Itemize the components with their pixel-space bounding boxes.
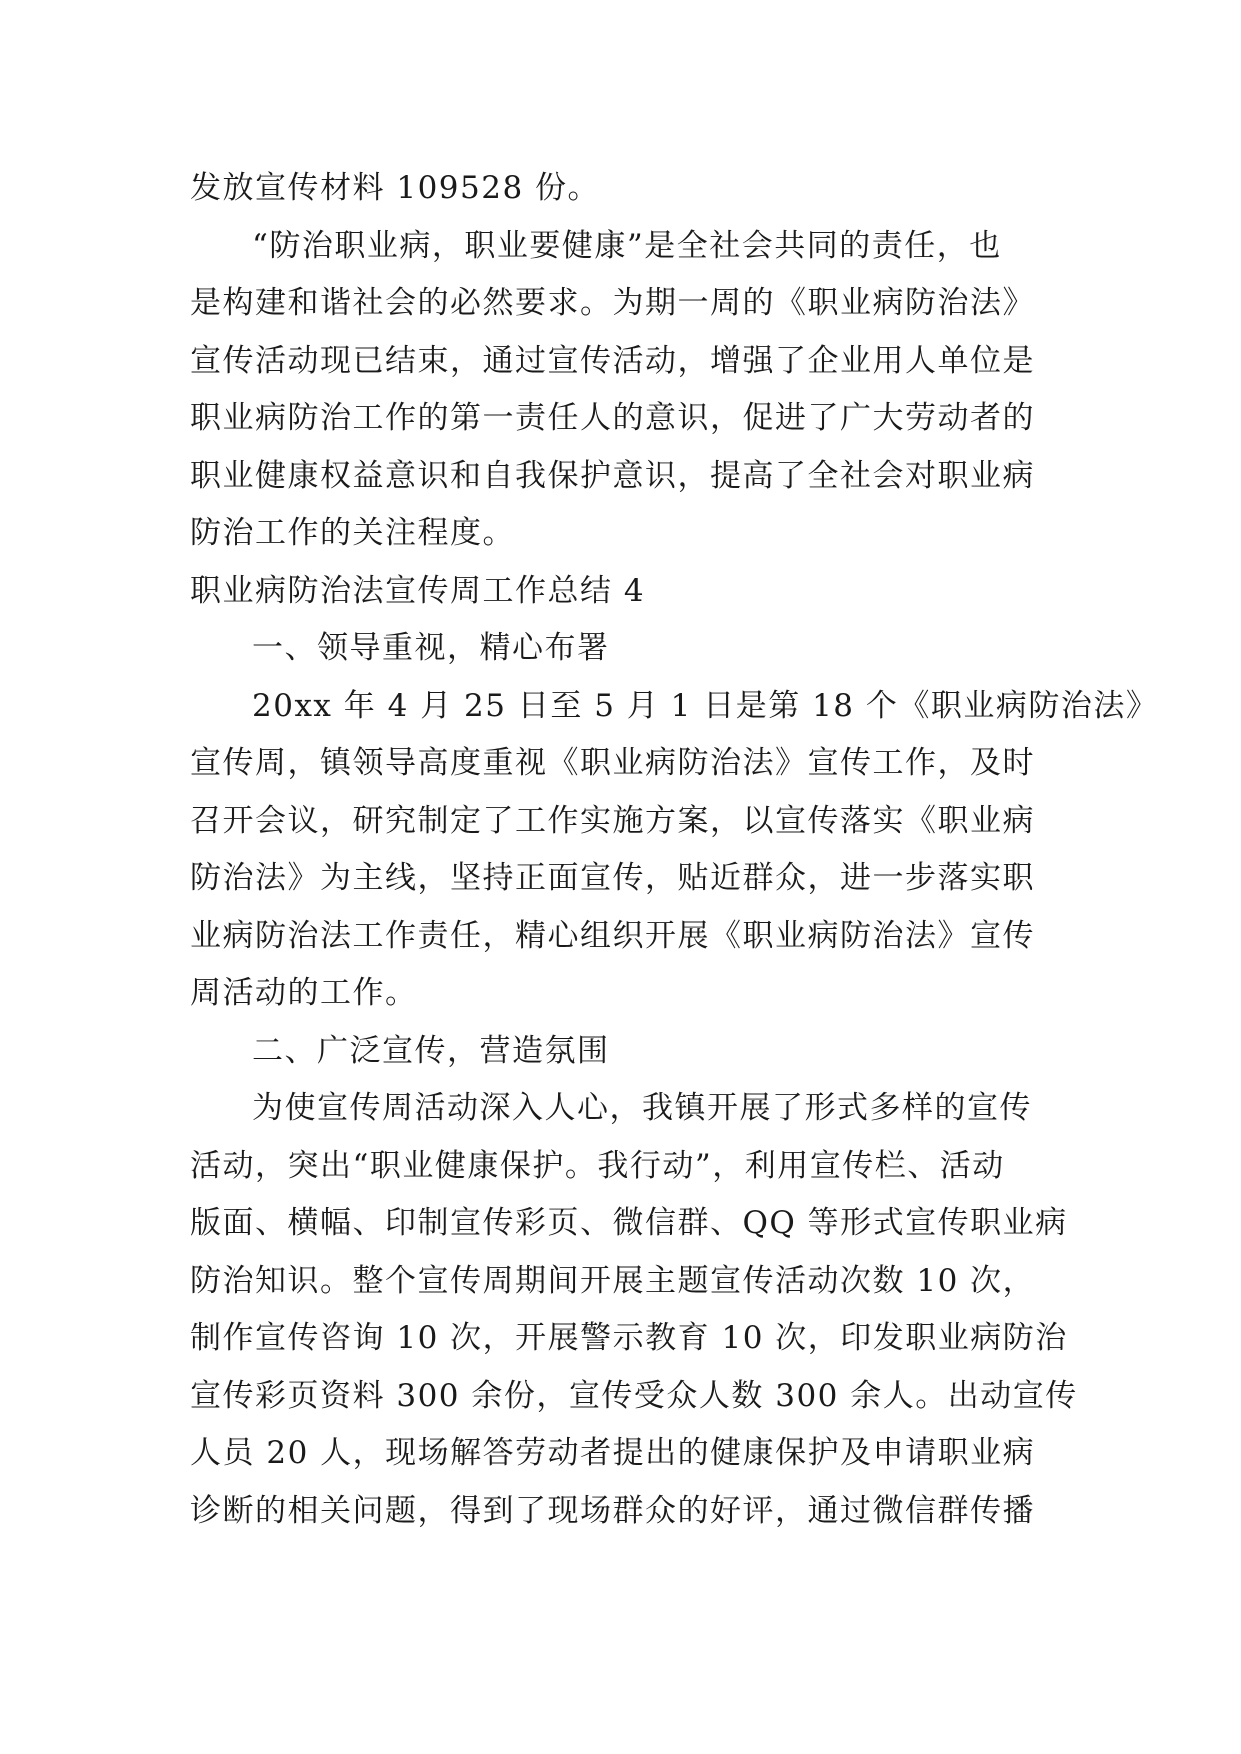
text-line: 活动，突出“职业健康保护。我行动”，利用宣传栏、活动 <box>190 1147 1005 1184</box>
text-line: 版面、横幅、印制宣传彩页、微信群、QQ 等形式宣传职业病 <box>190 1205 1068 1241</box>
text-line: 诊断的相关问题，得到了现场群众的好评，通过微信群传播 <box>190 1492 1035 1529</box>
paragraph-start-line: 为使宣传周活动深入人心，我镇开展了形式多样的宣传 <box>252 1090 1032 1126</box>
text-line: 防治知识。整个宣传周期间开展主题宣传活动次数 10 次， <box>190 1262 1036 1299</box>
text-line: 宣传活动现已结束，通过宣传活动，增强了企业用人单位是 <box>190 342 1035 379</box>
text-line: 是构建和谐社会的必然要求。为期一周的《职业病防治法》 <box>190 285 1035 321</box>
text-line: 周活动的工作。 <box>190 975 418 1011</box>
text-line: 召开会议，研究制定了工作实施方案，以宣传落实《职业病 <box>190 802 1035 839</box>
section-title: 职业病防治法宣传周工作总结 4 <box>190 572 646 609</box>
text-line: 发放宣传材料 109528 份。 <box>190 170 601 206</box>
paragraph-start-line: 20xx 年 4 月 25 日至 5 月 1 日是第 18 个《职业病防治法》 <box>252 687 1159 724</box>
paragraph-start-line: “防治职业病，职业要健康”是全社会共同的责任，也 <box>252 227 1002 264</box>
text-line: 防治法》为主线，坚持正面宣传，贴近群众，进一步落实职 <box>190 860 1035 896</box>
text-line: 宣传周，镇领导高度重视《职业病防治法》宣传工作，及时 <box>190 745 1035 781</box>
text-line: 业病防治法工作责任，精心组织开展《职业病防治法》宣传 <box>190 917 1035 954</box>
text-line: 职业病防治工作的第一责任人的意识，促进了广大劳动者的 <box>190 400 1035 436</box>
text-line: 制作宣传咨询 10 次，开展警示教育 10 次，印发职业病防治 <box>190 1320 1068 1356</box>
subheading-two: 二、广泛宣传，营造氛围 <box>252 1032 610 1069</box>
text-line: 宣传彩页资料 300 余份，宣传受众人数 300 余人。出动宣传 <box>190 1377 1078 1414</box>
subheading-one: 一、领导重视，精心布署 <box>252 630 610 666</box>
text-line: 防治工作的关注程度。 <box>190 515 515 551</box>
document-body <box>190 160 1159 1540</box>
text-line: 职业健康权益意识和自我保护意识，提高了全社会对职业病 <box>190 457 1035 494</box>
text-line: 人员 20 人，现场解答劳动者提出的健康保护及申请职业病 <box>190 1435 1036 1471</box>
